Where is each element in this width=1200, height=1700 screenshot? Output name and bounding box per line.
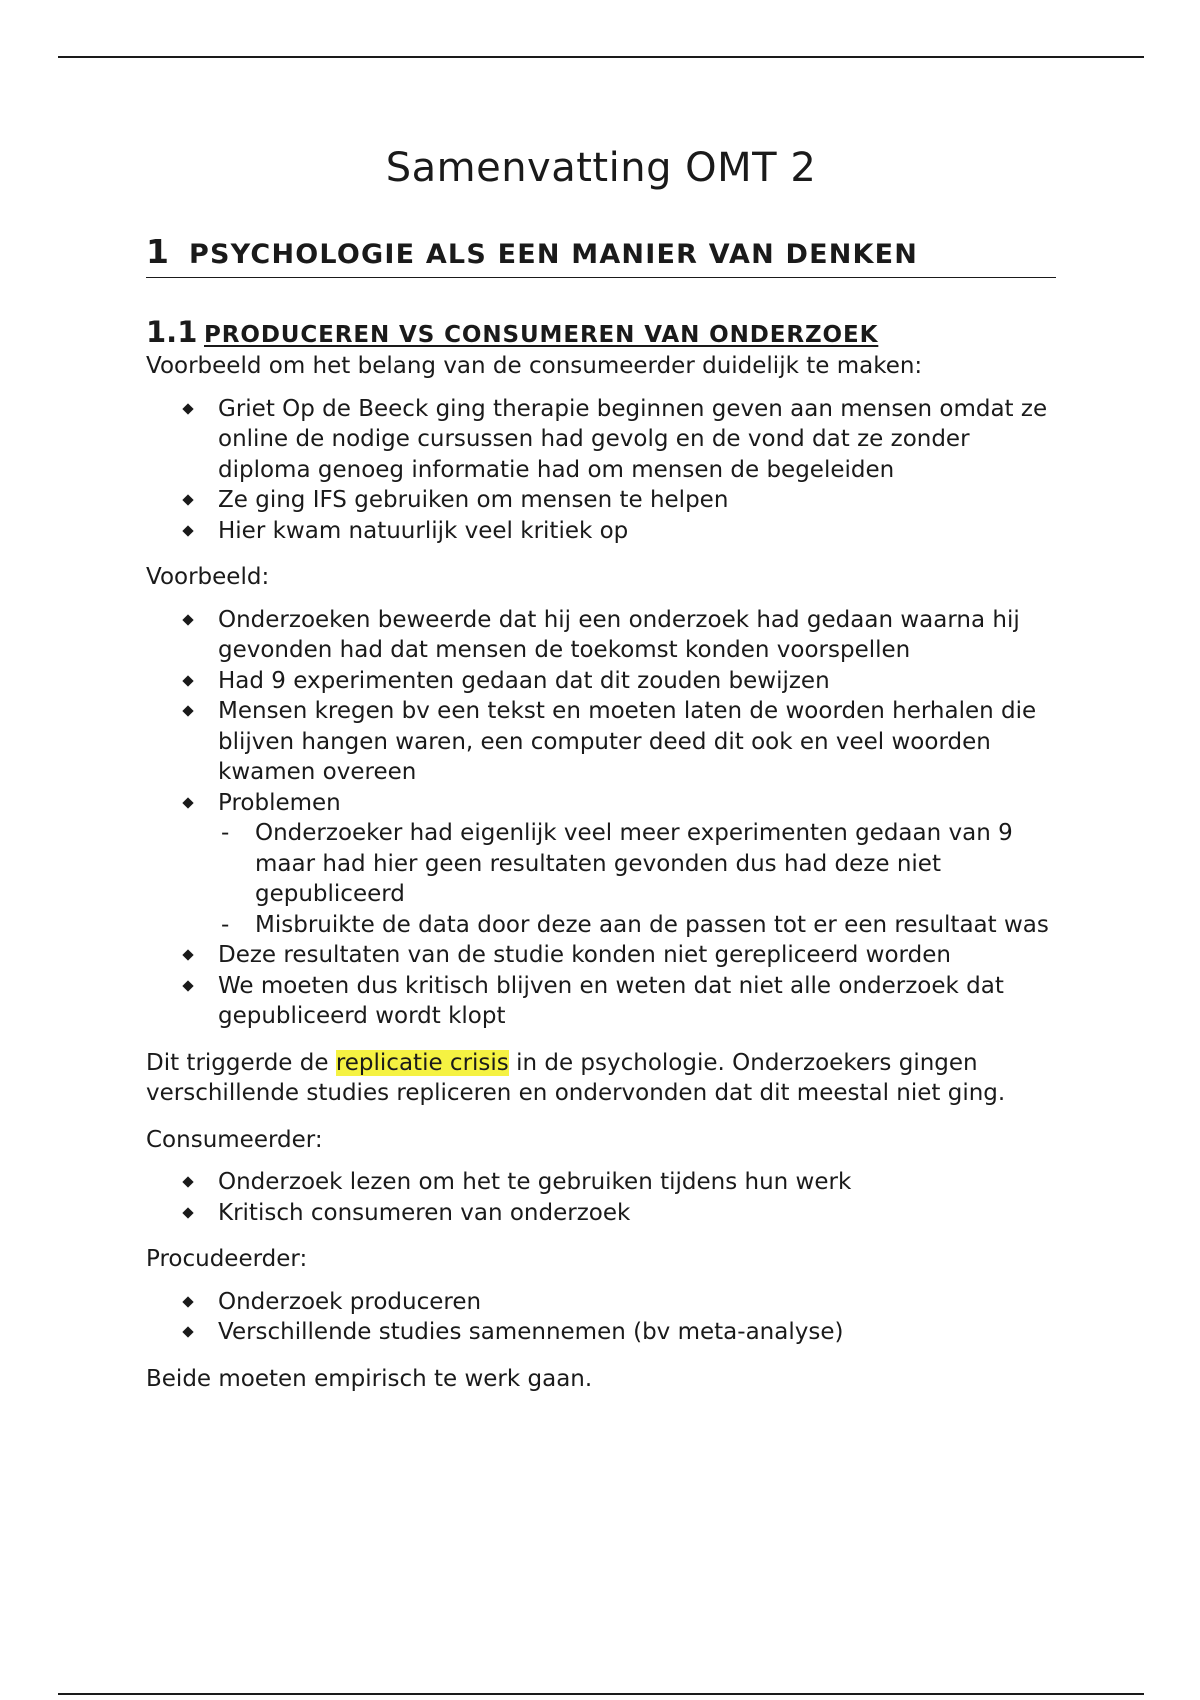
bullet-list-example-research	[146, 605, 1056, 1032]
diamond-bullet-icon	[182, 525, 193, 536]
producer-label: Procudeerder:	[146, 1246, 308, 1272]
diamond-bullet-icon	[182, 705, 193, 716]
list-item-problems: Problemen - Onderzoeker had eigenlijk veel meer experimenten gedaan van 9 maar had hier geen resultaten gevonden dus had deze niet gepubliceerd - Misbruikte de data door deze aan de passen tot er een resultaat was	[218, 788, 1056, 941]
diamond-bullet-icon	[182, 494, 193, 505]
chapter-number: 1	[146, 232, 169, 271]
list-item: Mensen kregen bv een tekst en moeten laten de woorden herhalen die blijven hangen waren, een computer deed dit ook en veel woorden kwamen overeen	[218, 696, 1056, 788]
document-title: Samenvatting OMT 2	[385, 145, 817, 191]
bullet-list-producer	[146, 1287, 1056, 1348]
section-heading	[146, 316, 1056, 351]
diamond-bullet-icon	[182, 614, 193, 625]
diamond-bullet-icon	[182, 1207, 193, 1218]
sublist-item: - Onderzoeker had eigenlijk veel meer experimenten gedaan van 9 maar had hier geen resultaten gevonden dus had deze niet gepubliceerd	[221, 820, 1013, 907]
chapter-heading	[146, 232, 1056, 278]
intro-paragraph: Voorbeeld om het belang van de consumeerder duidelijk te maken:	[146, 353, 923, 379]
chapter-title: PSYCHOLOGIE ALS EEN MANIER VAN DENKEN	[189, 239, 919, 270]
page-top-rule	[58, 56, 1144, 58]
diamond-bullet-icon	[182, 675, 193, 686]
conclusion-paragraph: Beide moeten empirisch te werk gaan.	[146, 1365, 593, 1392]
example-label: Voorbeeld:	[146, 564, 270, 590]
diamond-bullet-icon	[182, 403, 193, 414]
section-title: PRODUCEREN VS CONSUMEREN VAN ONDERZOEK	[204, 322, 879, 348]
diamond-bullet-icon	[182, 1296, 193, 1307]
diamond-bullet-icon	[182, 980, 193, 991]
document-body	[146, 140, 1056, 1394]
list-item: Onderzoek produceren	[218, 1287, 1056, 1318]
dash-bullet-icon: -	[221, 820, 230, 846]
page-bottom-rule	[58, 1693, 1144, 1695]
highlighted-term: replicatie crisis	[335, 1049, 509, 1076]
list-item: Ze ging IFS gebruiken om mensen te helpen	[218, 485, 1056, 516]
diamond-bullet-icon	[182, 1176, 193, 1187]
dash-bullet-icon: -	[221, 911, 230, 938]
list-item: Deze resultaten van de studie konden niet gerepliceerd worden	[218, 940, 1056, 971]
diamond-bullet-icon	[182, 949, 193, 960]
diamond-bullet-icon	[182, 797, 193, 808]
list-item: Onderzoeken beweerde dat hij een onderzoek had gedaan waarna hij gevonden had dat mensen de toekomst konden voorspellen	[218, 605, 1056, 666]
bullet-list-example-griet	[146, 394, 1056, 547]
sublist-item: - Misbruikte de data door deze aan de passen tot er een resultaat was	[255, 910, 1056, 941]
list-item: Verschillende studies samennemen (bv meta-analyse)	[218, 1317, 1056, 1348]
list-item: Griet Op de Beeck ging therapie beginnen geven aan mensen omdat ze online de nodige cursussen had gevolg en de vond dat ze zonder diploma genoeg informatie had om mensen de begeleiden	[218, 394, 1056, 486]
section-number: 1.1	[146, 315, 198, 349]
list-item: We moeten dus kritisch blijven en weten dat niet alle onderzoek dat gepubliceerd wordt klopt	[218, 971, 1056, 1032]
list-item: Hier kwam natuurlijk veel kritiek op	[218, 516, 1056, 547]
list-item: Onderzoek lezen om het te gebruiken tijdens hun werk	[218, 1167, 1056, 1198]
diamond-bullet-icon	[182, 1326, 193, 1337]
list-item: Kritisch consumeren van onderzoek	[218, 1198, 1056, 1229]
problems-sublist	[218, 818, 1056, 940]
replication-crisis-paragraph: Dit triggerde de replicatie crisis in de psychologie. Onderzoekers gingen verschillende studies repliceren en ondervonden dat dit meestal niet ging.	[146, 1049, 1006, 1106]
list-item: Had 9 experimenten gedaan dat dit zouden bewijzen	[218, 666, 1056, 697]
bullet-list-consumer	[146, 1167, 1056, 1228]
consumer-label: Consumeerder:	[146, 1126, 323, 1153]
